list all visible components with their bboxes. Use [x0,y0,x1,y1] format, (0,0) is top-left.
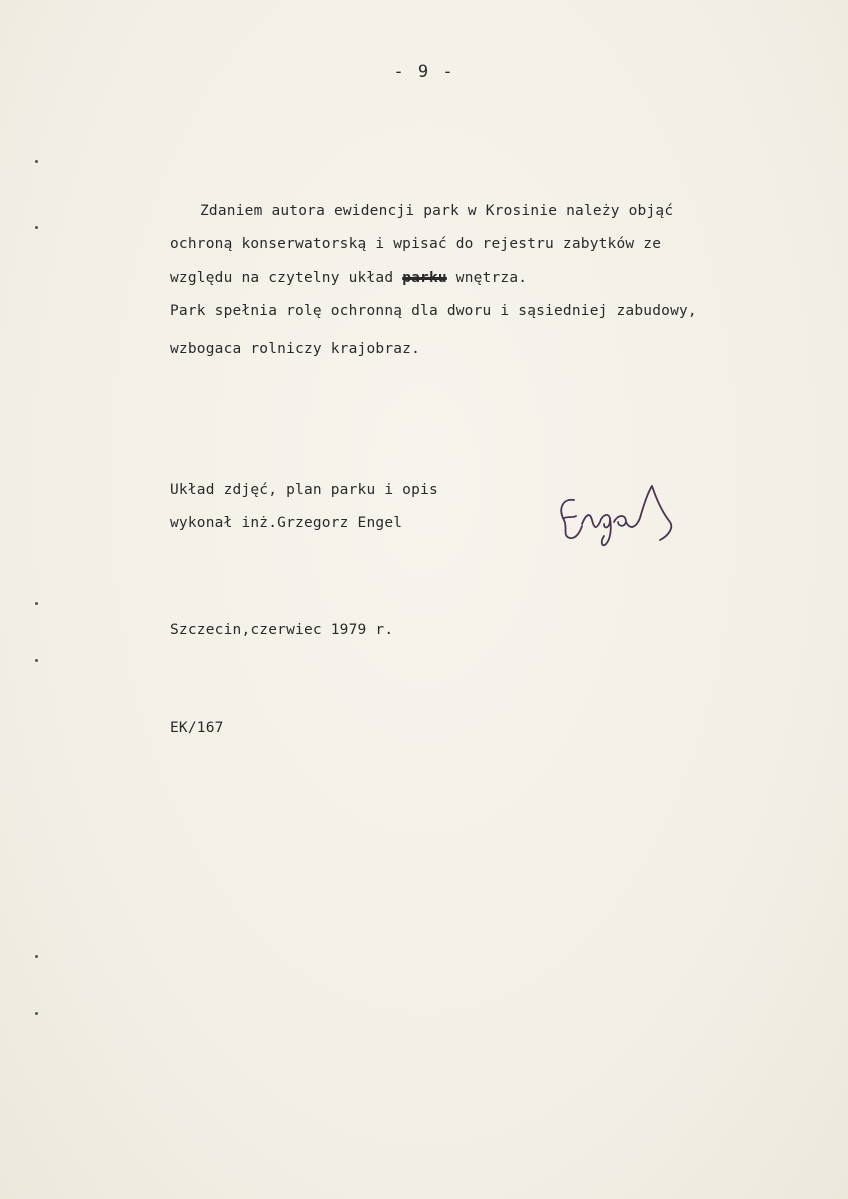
paragraph-line-3-start: względu na czytelny układ [170,270,403,286]
paragraph-line-3-end: wnętrza. [446,270,528,286]
paragraph-line-5: wzbogaca rolniczy krajobraz. [170,341,421,357]
paragraph-line-1: Zdaniem autora ewidencji park w Krosinie należy objąć [200,203,674,219]
punch-mark [35,602,38,605]
place-and-date: Szczecin,czerwiec 1979 r. [170,622,394,638]
punch-mark [35,659,38,662]
paragraph-line-2: ochroną konserwatorską i wpisać do rejestru zabytków ze [170,236,662,252]
reference-code: EK/167 [170,720,224,736]
page-number: - 9 - [393,62,455,82]
author-line-2: wykonał inż.Grzegorz Engel [170,515,403,531]
struck-word: parku [402,270,447,286]
author-line-1: Układ zdjęć, plan parku i opis [170,482,438,498]
handwritten-signature [552,478,692,548]
paragraph-line-4: Park spełnia rolę ochronną dla dworu i sąsiedniej zabudowy, [170,303,697,319]
paragraph-line-3 [170,270,527,286]
punch-mark [35,226,38,229]
punch-mark [35,1012,38,1015]
punch-mark [35,955,38,958]
punch-mark [35,160,38,163]
